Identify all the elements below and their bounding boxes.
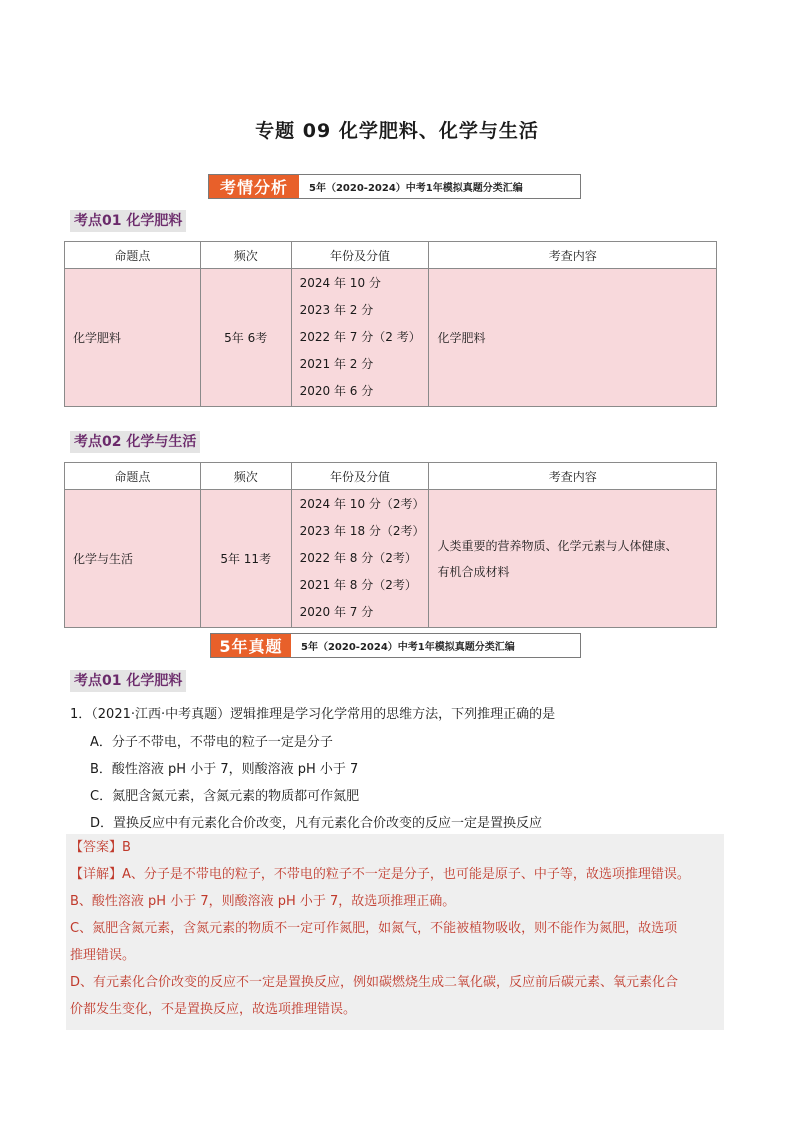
year-score-line: 2024 年 10 分 <box>299 276 381 290</box>
year-score-line: 2022 年 7 分（2 考） <box>299 330 421 344</box>
year-score-line: 2023 年 2 分 <box>299 303 374 317</box>
exam-banner-subtitle: 5年（2020-2024）中考1年模拟真题分类汇编 <box>301 642 515 653</box>
years-cell <box>291 269 429 407</box>
year-score-line: 2021 年 2 分 <box>299 357 374 371</box>
explanation-line: D、有元素化合价改变的反应不一定是置换反应，例如碳燃烧生成二氧化碳，反应前后碳元素、氧元素化合 <box>70 975 679 990</box>
page-title: 专题 09 化学肥料、化学与生活 <box>255 120 539 142</box>
table-row <box>65 269 717 407</box>
content-line: 有机合成材料 <box>437 564 510 579</box>
header-years-scores: 年份及分值 <box>291 463 429 490</box>
header-content: 考查内容 <box>429 463 717 490</box>
year-score-line: 2022 年 8 分（2考） <box>299 551 417 565</box>
year-score-line: 2024 年 10 分（2考） <box>299 497 425 511</box>
header-frequency: 频次 <box>200 463 291 490</box>
content-cell <box>429 269 717 407</box>
topic-cell: 化学肥料 <box>65 269 201 407</box>
explanation-line: C、氮肥含氮元素，含氮元素的物质不一定可作氮肥，如氮气，不能被植物吸收，则不能作为氮肥，故选项 <box>70 921 678 936</box>
header-years-scores: 年份及分值 <box>291 242 429 269</box>
option-b: B．酸性溶液 pH 小于 7，则酸溶液 pH 小于 7 <box>90 762 359 777</box>
explanation-line: B、酸性溶液 pH 小于 7，则酸溶液 pH 小于 7，故选项推理正确。 <box>70 894 456 909</box>
header-topic: 命题点 <box>65 463 201 490</box>
explanation-line: 【详解】A、分子是不带电的粒子，不带电的粒子不一定是分子，也可能是原子、中子等，故选项推理错误。 <box>70 867 690 882</box>
analysis-banner <box>208 174 581 199</box>
explanation-line: 推理错误。 <box>70 948 136 963</box>
year-score-line: 2020 年 7 分 <box>299 605 374 619</box>
section-heading-fertilizer: 考点01 化学肥料 <box>70 210 186 232</box>
frequency-cell: 5年 6考 <box>200 269 291 407</box>
year-score-line: 2020 年 6 分 <box>299 384 374 398</box>
analysis-banner-subtitle: 5年（2020-2024）中考1年模拟真题分类汇编 <box>309 183 523 194</box>
topic-cell: 化学与生活 <box>65 490 201 628</box>
content-line: 人类重要的营养物质、化学元素与人体健康、 <box>437 538 678 553</box>
explanation-line: 价都发生变化，不是置换反应，故选项推理错误。 <box>70 1002 357 1017</box>
section-heading-life: 考点02 化学与生活 <box>70 431 200 453</box>
section-heading-fertilizer-questions: 考点01 化学肥料 <box>70 670 186 692</box>
header-frequency: 频次 <box>200 242 291 269</box>
header-topic: 命题点 <box>65 242 201 269</box>
question-stem: 1．（2021·江西·中考真题）逻辑推理是学习化学常用的思维方法，下列推理正确的是 <box>70 707 556 722</box>
year-score-line: 2021 年 8 分（2考） <box>299 578 417 592</box>
exam-analysis-table-fertilizer <box>64 241 717 407</box>
exam-banner <box>210 633 581 658</box>
answer-content <box>70 834 722 1023</box>
exam-analysis-table-life <box>64 462 717 628</box>
years-cell <box>291 490 429 628</box>
exam-banner-tag: 5年真题 <box>211 634 291 657</box>
header-content: 考查内容 <box>429 242 717 269</box>
option-a: A．分子不带电，不带电的粒子一定是分子 <box>90 735 333 750</box>
option-c: C．氮肥含氮元素，含氮元素的物质都可作氮肥 <box>90 789 360 804</box>
table-row <box>65 490 717 628</box>
table-header-row <box>65 463 717 490</box>
table-header-row <box>65 242 717 269</box>
analysis-banner-tag: 考情分析 <box>209 175 299 198</box>
answer-label: 【答案】B <box>70 840 131 855</box>
content-cell <box>429 490 717 628</box>
content-line: 化学肥料 <box>437 330 486 345</box>
frequency-cell: 5年 11考 <box>200 490 291 628</box>
year-score-line: 2023 年 18 分（2考） <box>299 524 425 538</box>
option-d: D．置换反应中有元素化合价改变，凡有元素化合价改变的反应一定是置换反应 <box>90 816 543 831</box>
